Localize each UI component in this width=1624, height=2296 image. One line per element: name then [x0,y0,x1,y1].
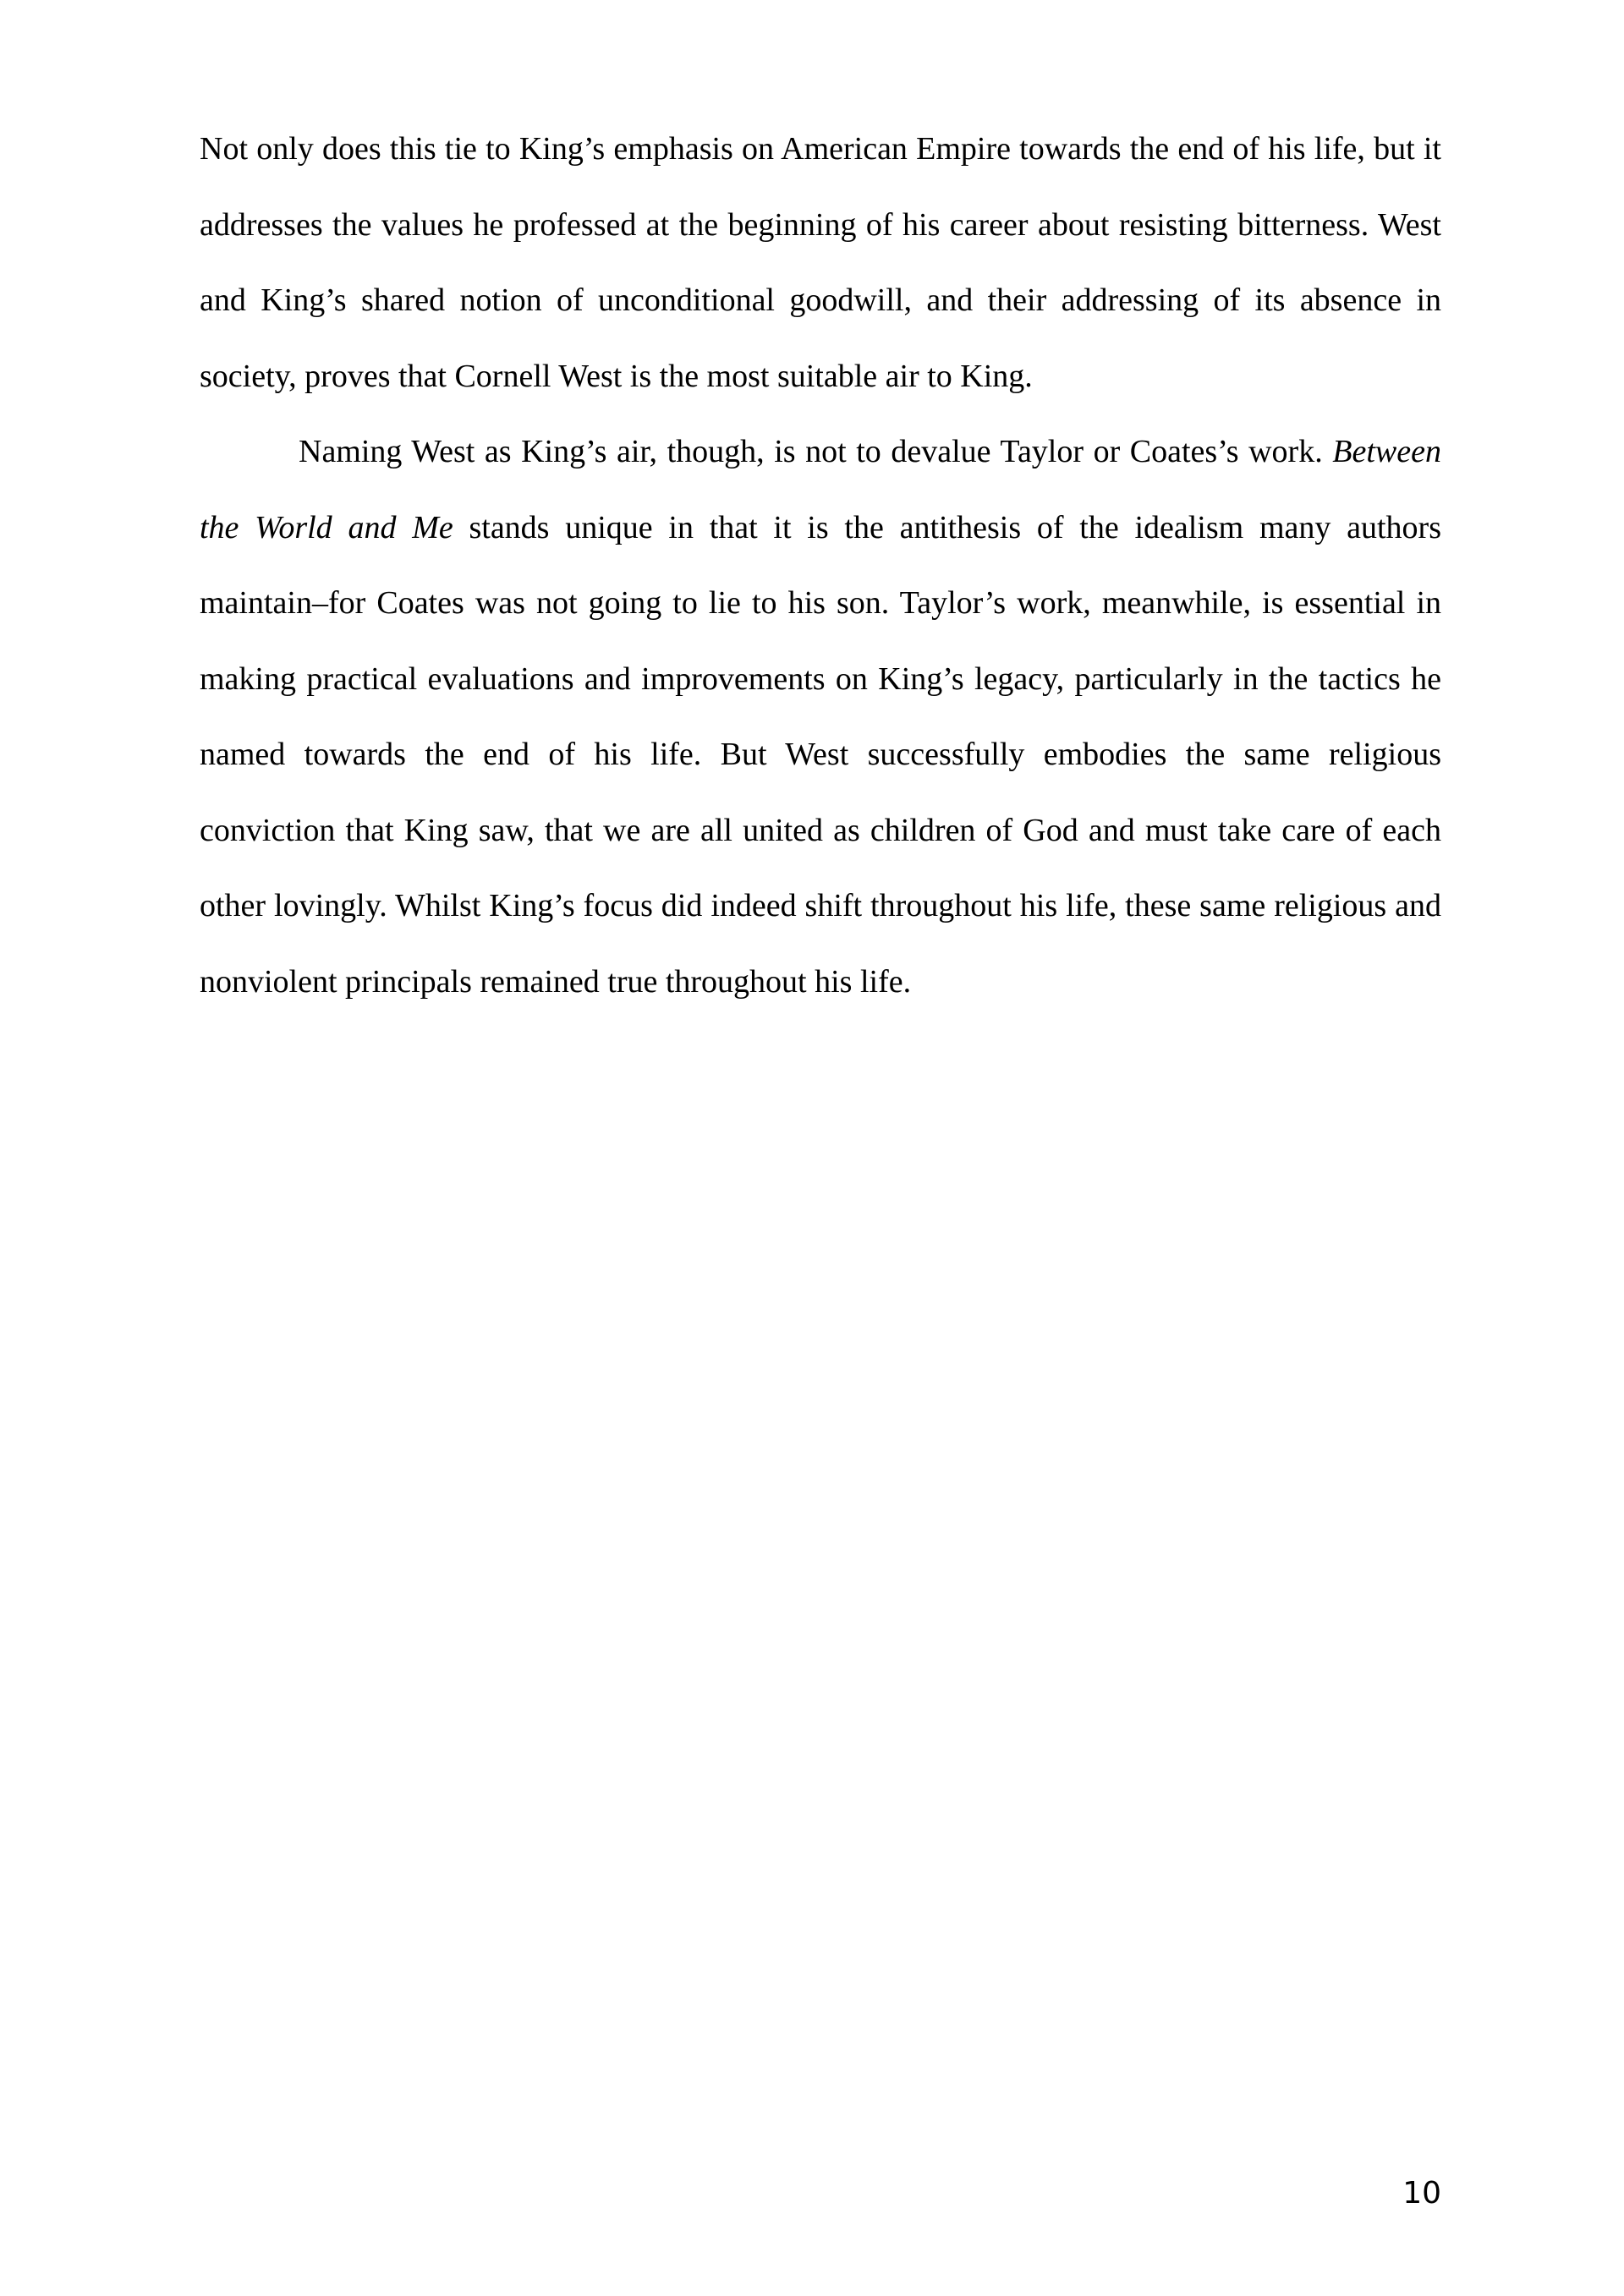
book-title: Between the World and Me [200,434,1441,545]
paragraph-1 [200,112,1441,414]
paragraph-2-text-before-title: Naming West as King’s air, though, is not to devalue Taylor or Coates’s work. [299,434,1333,469]
page-number: 10 [1402,2176,1441,2211]
paragraph-2 [200,414,1441,1020]
paragraph-1-text: Not only does this tie to King’s emphasis on American Empire towards the end of his life, but it addresses the values he professed at the beginning of his career about resisting bitterness. West and King’s shared notion of unconditional goodwill, and their addressing of its absence in society, proves that Cornell West is the most suitable air to King. [200,131,1441,394]
paragraph-2-text-after-title: stands unique in that it is the antithesis of the idealism many authors maintain–for Coates was not going to lie to his son. Taylor’s work, meanwhile, is essential in making practical evaluations and improvements on King’s legacy, particularly in the tactics he named towards the end of his life. But West successfully embodies the same religious conviction that King saw, that we are all united as children of God and must take care of each other lovingly. Whilst King’s focus did indeed shift throughout his life, these same religious and nonviolent principals remained true throughout his life. [200,509,1441,1000]
body-text [200,112,1441,1020]
